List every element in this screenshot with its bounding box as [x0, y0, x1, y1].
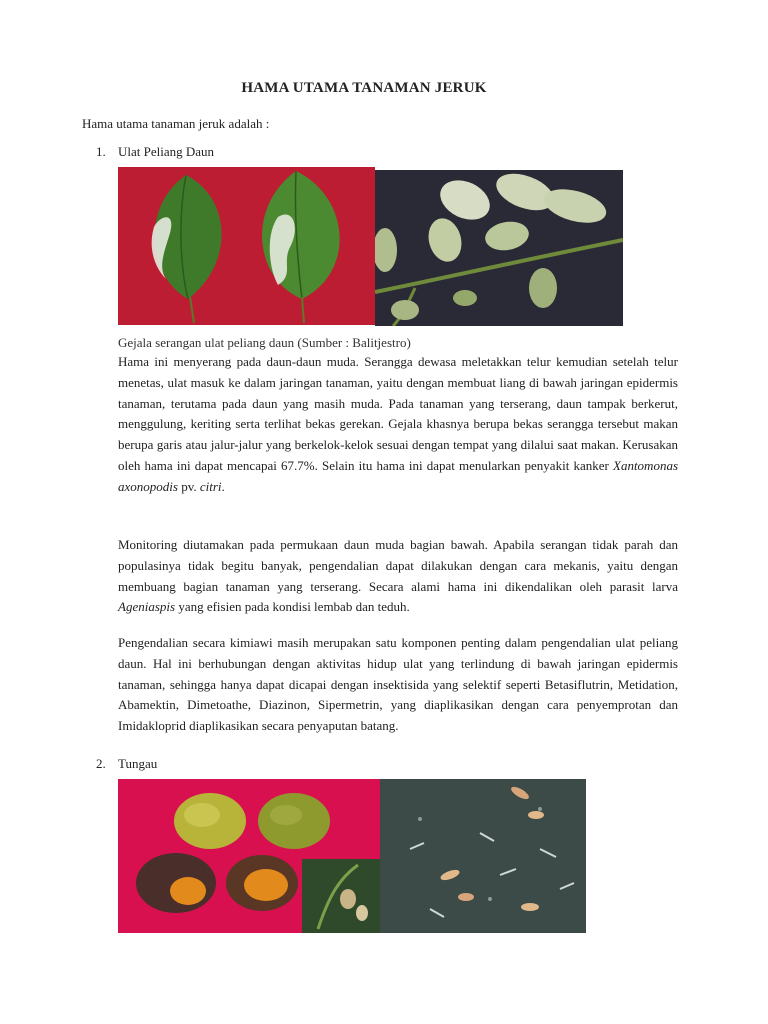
photo-fruits-pink — [118, 779, 380, 933]
item-heading-text: Tungau — [118, 756, 158, 771]
item-heading-text: Ulat Peliang Daun — [118, 144, 215, 159]
paragraph-text: Monitoring diutamakan pada permukaan daun muda bagian bawah. Apabila serangan tidak parah dan populasinya tidak begitu banyak, pengendalian dapat dilakukan dengan cara mekanis, yaitu dengan membuang bagian tanaman yang terserang. Secara alami hama ini dikendalikan oleh parasit larva — [118, 537, 678, 594]
intro-text: Hama utama tanaman jeruk adalah : — [82, 116, 270, 131]
species-name: citri — [199, 478, 222, 494]
paragraph-1 — [118, 352, 678, 498]
species-name: Xantomonas axonopodis — [118, 457, 678, 494]
paragraph-text: Hama ini menyerang pada daun-daun muda. Serangga dewasa meletakkan telur kemudian setelah telur menetas, ulat masuk ke dalam jaringan tanaman, yaitu dengan membuat liang di bawah jaringan epidermis tanaman, terutama pada daun yang masih muda. Pada tanaman yang terserang, daun tampak berkerut, menggulung, keriting serta terlihat bekas gerekan. Gejala khasnya berupa bekas serangga tersebut makan berupa garis atau jalur-jalur yang berkelok-kelok sesuai dengan tempat yang dilalui saat makan. Kerusakan oleh hama ini dapat mencapai 67.7%. Selain itu hama ini dapat menularkan penyakit kanker — [118, 354, 678, 473]
page-title: HAMA UTAMA TANAMAN JERUK — [241, 80, 487, 96]
photo-caption: Gejala serangan ulat peliang daun (Sumber : Balitjestro) — [118, 335, 411, 350]
paragraph-text: pv. — [177, 478, 200, 494]
item-heading-ulat-peliang-daun — [96, 144, 214, 160]
paragraph-2 — [118, 535, 678, 618]
paragraph-text: . — [221, 478, 225, 494]
item-heading-tungau — [96, 756, 157, 772]
paragraph-text: Pengendalian secara kimiawi masih merupakan satu komponen penting dalam pengendalian ulat peliang daun. Hal ini berhubungan dengan aktivitas hidup ulat yang terlindung di bawah jaringan epidermis tanaman, sehingga hanya dapat dicapai dengan insektisida yang selektif seperti Betasiflutrin, Metidation, Abamektin, Dimetoathe, Diazinon, Sipermetrin, yang diaplikasikan dengan cara penyemprotan dan Imidakloprid diaplikasikan secara penyaputan batang. — [118, 635, 678, 734]
item-number: 1. — [96, 144, 106, 159]
paragraph-text: yang efisien pada kondisi lembab dan teduh. — [175, 599, 410, 615]
item-number: 2. — [96, 756, 106, 771]
photo-leaves-red — [118, 167, 375, 325]
species-name: Ageniaspis — [118, 599, 176, 615]
photo-mites-microscope — [380, 779, 586, 933]
paragraph-3 — [118, 633, 678, 737]
photo-branch-dark — [375, 170, 623, 326]
